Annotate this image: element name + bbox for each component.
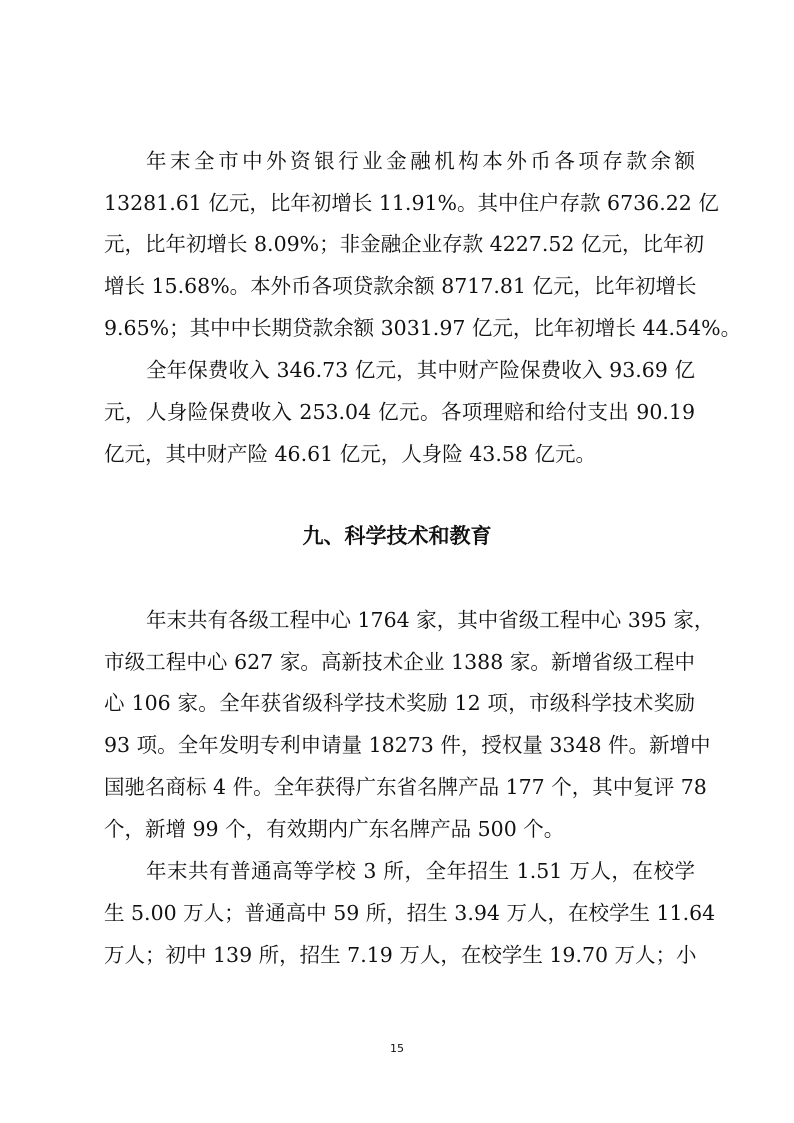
paragraph-line: 元，人身险保费收入 253.04 亿元。各项理赔和给付支出 90.19 (104, 400, 695, 424)
paragraph-line: 13281.61 亿元，比年初增长 11.91%。其中住户存款 6736.22 亿 (104, 191, 719, 215)
paragraph-line: 个，新增 99 个，有效期内广东名牌产品 500 个。 (104, 817, 565, 841)
paragraph-line: 全年保费收入 346.73 亿元，其中财产险保费收入 93.69 亿 (146, 358, 695, 382)
paragraph-line: 元，比年初增长 8.09%；非金融企业存款 4227.52 亿元，比年初 (104, 232, 704, 256)
paragraph-line: 国驰名商标 4 件。全年获得广东省名牌产品 177 个，其中复评 78 (104, 775, 707, 799)
paragraph-line: 心 106 家。全年获省级科学技术奖励 12 项，市级科学技术奖励 (104, 691, 695, 715)
paragraph-line: 9.65%；其中中长期贷款余额 3031.97 亿元，比年初增长 44.54%。 (104, 316, 742, 340)
paragraph-line: 增长 15.68%。本外币各项贷款余额 8717.81 亿元，比年初增长 (104, 274, 697, 298)
paragraph-line: 市级工程中心 627 家。高新技术企业 1388 家。新增省级工程中 (104, 650, 695, 674)
paragraph-line: 万人；初中 139 所，招生 7.19 万人，在校学生 19.70 万人；小 (104, 943, 697, 967)
paragraph-line: 亿元，其中财产险 46.61 亿元，人身险 43.58 亿元。 (104, 442, 596, 466)
section-heading: 九、科学技术和教育 (302, 524, 492, 548)
paragraph-line: 生 5.00 万人；普通高中 59 所，招生 3.94 万人，在校学生 11.64 (104, 901, 716, 925)
page-number: 15 (390, 1042, 404, 1055)
paragraph-line: 年末共有普通高等学校 3 所，全年招生 1.51 万人，在校学 (146, 859, 695, 883)
paragraph-line: 93 项。全年发明专利申请量 18273 件，授权量 3348 件。新增中 (104, 733, 711, 757)
paragraph-line: 年末共有各级工程中心 1764 家，其中省级工程中心 395 家， (146, 608, 715, 632)
paragraph-line: 年末全市中外资银行业金融机构本外币各项存款余额 (146, 149, 695, 173)
